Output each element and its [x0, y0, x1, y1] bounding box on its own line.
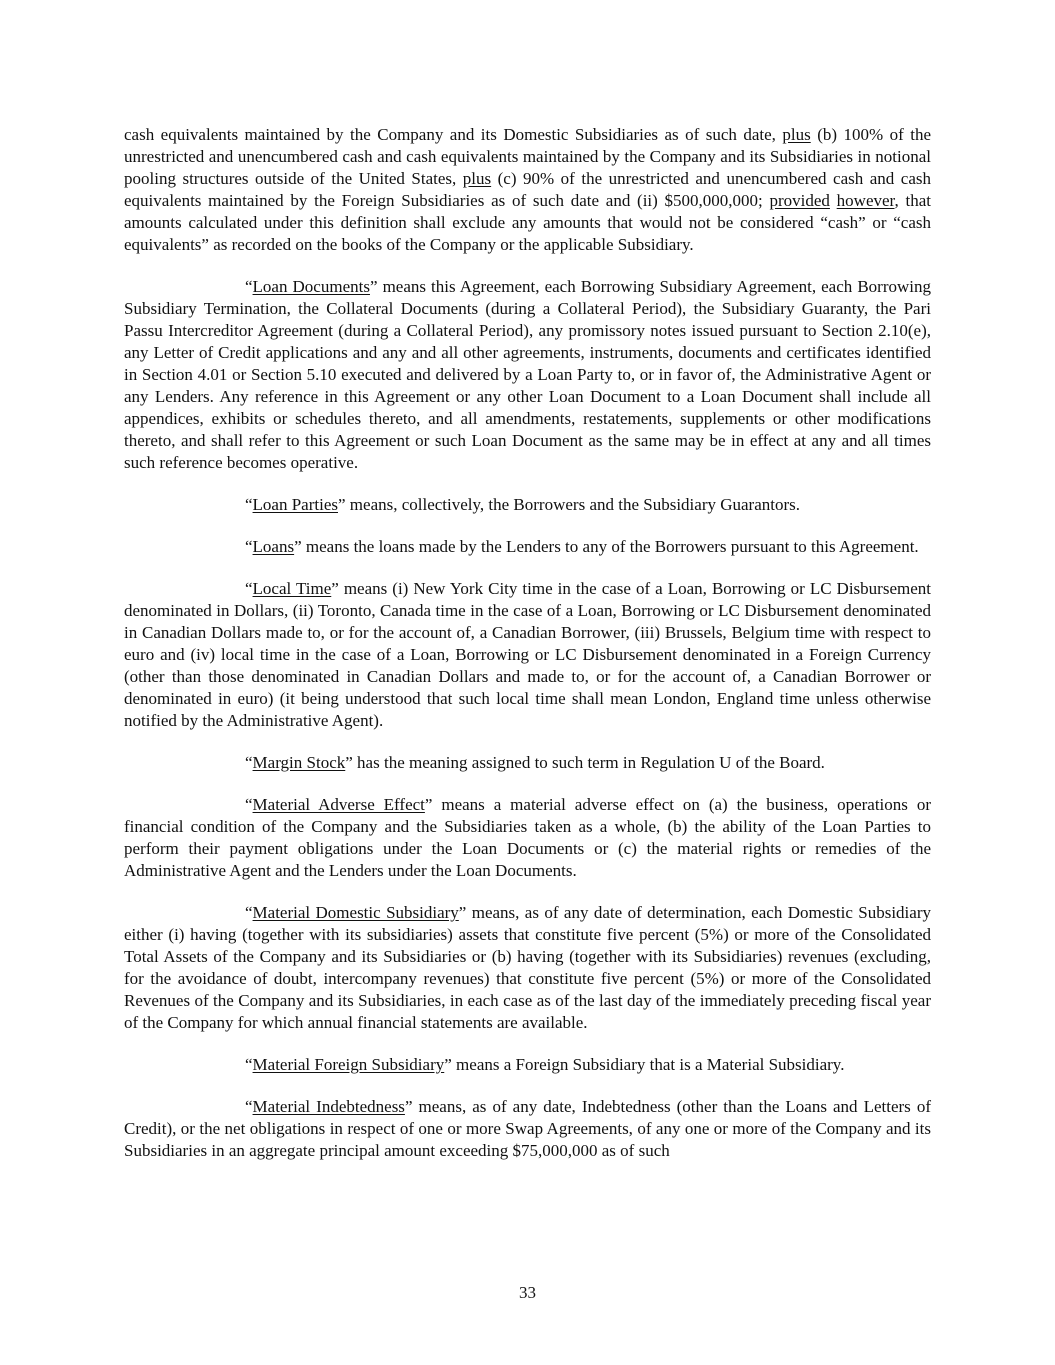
- text-run: [830, 191, 837, 210]
- definition-body: ” means, as of any date of determination, each Domestic Subsidiary either (i) having (together with its subsidiaries) assets that constitute five percent (5%) or more of the Consolidated Total Assets of the Company and its Subsidiaries or (b) having (together with its Subsidiaries) revenues (excluding, for the avoidance of doubt, intercompany revenues) that constitute five percent (5%) or more of the Consolidated Revenues of the Company and its Subsidiaries, in each case as of the last day of the immediately preceding fiscal year of the Company for which annual financial statements are available.: [124, 903, 931, 1032]
- defined-term: Local Time: [252, 579, 332, 598]
- underlined-term-however: however: [836, 191, 895, 210]
- definition-body: ” means, as of any date, Indebtedness (other than the Loans and Letters of Credit), or the net obligations in respect of one or more Swap Agreements, of any one or more of the Company and its Subsidiaries in an aggregate principal amount exceeding $75,000,000 as of such: [124, 1097, 931, 1160]
- page-number: 33: [519, 1283, 536, 1302]
- document-page: [124, 124, 931, 1182]
- definition-body: ” means (i) New York City time in the case of a Loan, Borrowing or LC Disbursement denominated in Dollars, (ii) Toronto, Canada time in the case of a Loan, Borrowing or LC Disbursement denominated in Canadian Dollars made to, or for the account of, a Canadian Borrower, (iii) Brussels, Belgium time with respect to euro and (iv) local time in the case of a Loan, Borrowing or LC Disbursement denominated in a Foreign Currency (other than those denominated in Canadian Dollars and made to, or for the account of, a Canadian Borrower or denominated in euro) (it being understood that such local time shall mean London, England time unless otherwise notified by the Administrative Agent).: [124, 579, 931, 730]
- open-quote: “: [245, 795, 253, 814]
- defined-term: Loans: [252, 537, 295, 556]
- definition-body: ” means, collectively, the Borrowers and the Subsidiary Guarantors.: [338, 495, 801, 514]
- paragraph-continuation: [124, 124, 931, 256]
- defined-term: Material Adverse Effect: [252, 795, 425, 814]
- underlined-term-provided: provided: [769, 191, 830, 210]
- definition-margin-stock: [124, 752, 931, 774]
- open-quote: “: [245, 495, 253, 514]
- definition-body: ” means this Agreement, each Borrowing Subsidiary Agreement, each Borrowing Subsidiary Termination, the Collateral Documents (during a Collateral Period), the Subsidiary Guaranty, the Pari Passu Intercreditor Agreement (during a Collateral Period), any promissory notes issued pursuant to Section 2.10(e), any Letter of Credit applications and any and all other agreements, instruments, documents and certificates identified in Section 4.01 or Section 5.10 executed and delivered by a Loan Party to, or in favor of, the Administrative Agent or any Lenders. Any reference in this Agreement or any other Loan Document to a Loan Document shall include all appendices, exhibits or schedules thereto, and all amendments, restatements, supplements or other modifications thereto, and shall refer to this Agreement or such Loan Document as the same may be in effect at any and all times such reference becomes operative.: [124, 277, 931, 472]
- definition-material-indebtedness: [124, 1096, 931, 1162]
- open-quote: “: [245, 277, 253, 296]
- definition-material-foreign-subsidiary: [124, 1054, 931, 1076]
- open-quote: “: [245, 903, 253, 922]
- open-quote: “: [245, 537, 253, 556]
- definition-body: ” has the meaning assigned to such term in Regulation U of the Board.: [345, 753, 825, 772]
- defined-term: Loan Documents: [252, 277, 370, 296]
- definition-loans: [124, 536, 931, 558]
- defined-term: Material Indebtedness: [252, 1097, 405, 1116]
- underlined-term-plus: plus: [782, 125, 811, 144]
- defined-term: Loan Parties: [252, 495, 338, 514]
- open-quote: “: [245, 579, 253, 598]
- open-quote: “: [245, 753, 253, 772]
- underlined-term-plus: plus: [462, 169, 492, 188]
- definition-material-domestic-subsidiary: [124, 902, 931, 1034]
- definition-loan-parties: [124, 494, 931, 516]
- definition-material-adverse-effect: [124, 794, 931, 882]
- defined-term: Margin Stock: [252, 753, 346, 772]
- text-run: cash equivalents maintained by the Company and its Domestic Subsidiaries as of such date,: [124, 125, 783, 144]
- definition-body: ” means a material adverse effect on (a) the business, operations or financial condition of the Company and the Subsidiaries taken as a whole, (b) the ability of the Loan Parties to perform their payment obligations under the Loan Documents or (c) the material rights or remedies of the Administrative Agent and the Lenders under the Loan Documents.: [124, 795, 931, 880]
- definition-local-time: [124, 578, 931, 732]
- definition-body: ” means a Foreign Subsidiary that is a Material Subsidiary.: [444, 1055, 845, 1074]
- defined-term: Material Foreign Subsidiary: [252, 1055, 445, 1074]
- text-run: (b) 100% of the unrestricted and unencumbered cash and cash equivalents maintained by the Company and its Subsidiaries in notional pooling structures outside of the United States,: [124, 125, 931, 188]
- open-quote: “: [245, 1097, 253, 1116]
- text-run: (c) 90% of the unrestricted and unencumbered cash and cash equivalents maintained by the Foreign Subsidiaries as of such date and (ii) $500,000,000;: [124, 169, 931, 210]
- defined-term: Material Domestic Subsidiary: [252, 903, 459, 922]
- open-quote: “: [245, 1055, 253, 1074]
- text-run: , that amounts calculated under this definition shall exclude any amounts that would not be considered “cash” or “cash equivalents” as recorded on the books of the Company or the applicable Subsidiary.: [124, 191, 932, 254]
- definition-loan-documents: [124, 276, 931, 474]
- definition-body: ” means the loans made by the Lenders to any of the Borrowers pursuant to this Agreement.: [294, 537, 919, 556]
